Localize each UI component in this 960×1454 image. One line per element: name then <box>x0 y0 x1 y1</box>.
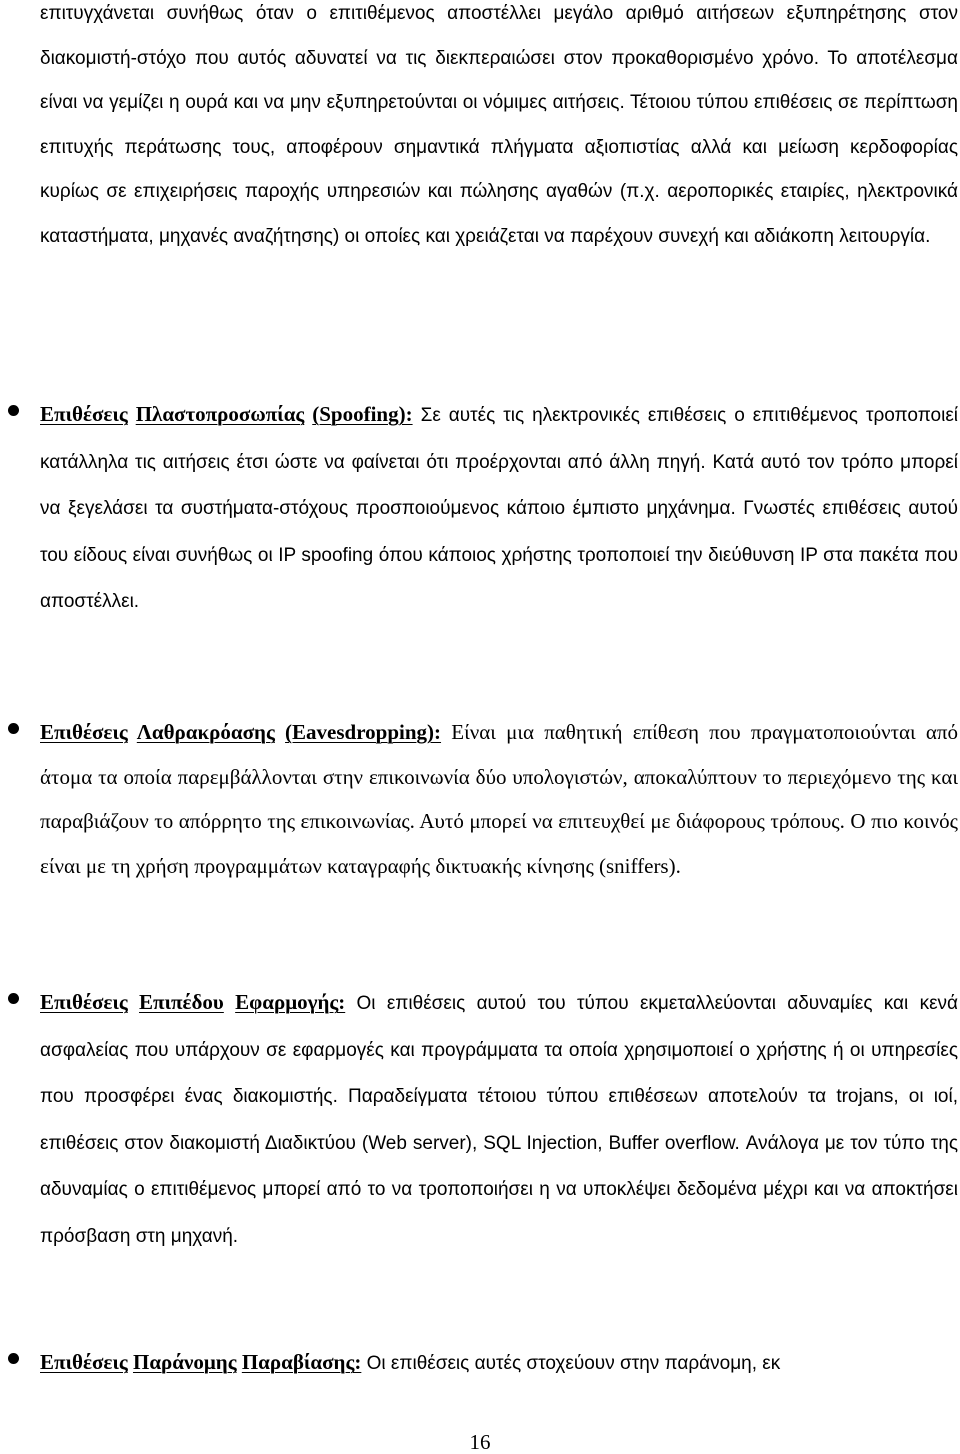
intro-paragraph: επιτυγχάνεται συνήθως όταν ο επιτιθέμενος αποστέλλει μεγάλο αριθμό αιτήσεων εξυπηρέτησης στον διακομιστή-στόχο που αυτός αδυνατεί να τις διεκπεραιώσει στον προκαθορισμένο χρόνο. Το αποτέλεσμα είναι να γεμίζει η ουρά και να μην εξυπηρετούνται οι νόμιμες αιτήσεις. Τέτοιου τύπου επιθέσεις σε περίπτωση επιτυχής περάτωσης τους, αποφέρουν σημαντικά πλήγματα αξιοπιστίας αλλά και μείωση κερδοφορίας κυρίως σε επιχειρήσεις παροχής υπηρεσιών και πώλησης αγαθών (π.χ. αεροπορικές εταιρίες, ηλεκτρονικά καταστήματα, μηχανές αναζήτησης) οι οποίες και χρειάζεται να παρέχουν συνεχή και αδιάκοπη λειτουργία. <box>40 3 958 247</box>
heading-word: Επιθέσεις <box>40 1350 128 1374</box>
item-body: Είναι μια παθητική επίθεση που πραγματοποιούνται από άτομα τα οποία παρεμβάλλονται στην επικοινωνία δύο υπολογιστών, αποκαλύπτουν το περιεχόμενο της και παραβιάζουν το απόρρητο της επικοινωνίας. Αυτό μπορεί να επιτευχθεί με διάφορους τρόπους. Ο πιο κοινός είναι με τη χρήση προγραμμάτων καταγραφής δικτυακής κίνησης (sniffers). <box>40 720 959 878</box>
heading-word: Επιθέσεις <box>40 990 128 1014</box>
bullet-icon <box>8 405 19 416</box>
item-body: Σε αυτές τις ηλεκτρονικές επιθέσεις ο επιτιθέμενος τροποποιεί κατάλληλα τις αιτήσεις έτσι ώστε να φαίνεται ότι προέρχονται από άλλη πηγή. Κατά αυτό τον τρόπο μπορεί να ξεγελάσει τα συστήματα-στόχους προσποιούμενος κάποιο έμπιστο μηχάνημα. Γνωστές επιθέσεις αυτού του είδους είναι συνήθως οι IP spoofing όπου κάποιος χρήστης τροποποιεί την διεύθυνση IP στα πακέτα που αποστέλλει. <box>40 405 959 612</box>
list-item-text <box>40 980 958 1259</box>
bullet-icon <box>8 993 19 1004</box>
list-item-text <box>40 392 958 625</box>
item-heading <box>40 402 413 426</box>
heading-word: (Eavesdropping): <box>285 720 442 744</box>
list-item-text <box>40 1340 958 1387</box>
bullet-icon <box>8 1353 19 1364</box>
heading-word: Λαθρακρόασης <box>136 720 275 744</box>
heading-word: Επιθέσεις <box>40 402 128 426</box>
heading-word: Παράνομης <box>132 1350 237 1374</box>
item-heading <box>40 990 345 1014</box>
heading-word: Επιπέδου <box>139 990 224 1014</box>
list-item-text <box>40 710 958 888</box>
heading-word: Πλαστοπροσωπίας <box>135 402 305 426</box>
heading-word: (Spoofing): <box>312 402 413 426</box>
page-number: 16 <box>469 1430 491 1454</box>
heading-word: Εφαρμογής: <box>235 990 346 1014</box>
item-heading <box>40 720 441 744</box>
heading-word: Επιθέσεις <box>40 720 128 744</box>
bullet-icon <box>8 723 19 734</box>
item-body: Οι επιθέσεις αυτές στοχεύουν στην παράνομη, εκ <box>361 1353 781 1374</box>
item-heading <box>40 1350 361 1374</box>
heading-word: Παραβίασης: <box>241 1350 362 1374</box>
item-body: Οι επιθέσεις αυτού του τύπου εκμεταλλεύονται αδυναμίες και κενά ασφαλείας που υπάρχουν σε εφαρμογές και προγράμματα τα οποία χρησιμοποιεί ο χρήστης ή οι υπηρεσίες που προσφέρει ένας διακομιστής. Παραδείγματα τέτοιου τύπου επιθέσεων αποτελούν τα trojans, οι ιοί, επιθέσεις στον διακομιστή Διαδικτύου (Web server), SQL Injection, Buffer overflow. Ανάλογα με τον τύπο της αδυναμίας ο επιτιθέμενος μπορεί από το να τροποποιήσει η να υποκλέψει δεδομένα μέχρι και να αποκτήσει πρόσβαση στη μηχανή. <box>40 993 959 1247</box>
